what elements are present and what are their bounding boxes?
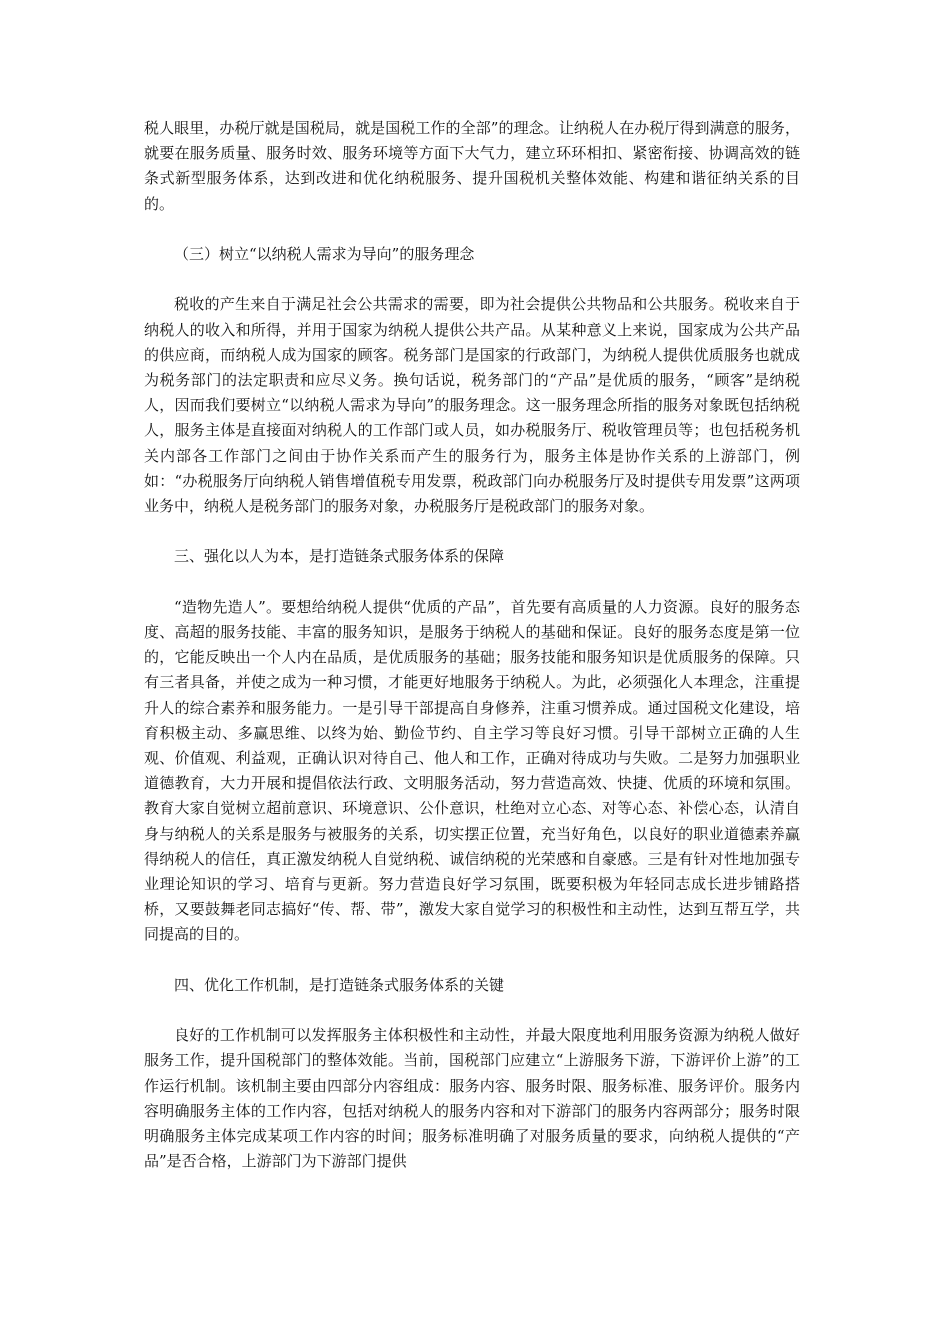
- spacer: [144, 948, 800, 973]
- spacer: [144, 519, 800, 544]
- paragraph-continued: 税人眼里，办税厅就是国税局，就是国税工作的全部”的理念。让纳税人在办税厅得到满意的服务，就要在服务质量、服务时效、服务环境等方面下大气力，建立环环相扣、紧密衔接、协调高效的链条式新型服务体系，达到改进和优化纳税服务、提升国税机关整体效能、构建和谐征纳关系的目的。: [144, 119, 800, 213]
- paragraph-human-resources: “造物先造人”。要想给纳税人提供“优质的产品”，首先要有高质量的人力资源。良好的服务态度、高超的服务技能、丰富的服务知识，是服务于纳税人的基础和保证。良好的服务态度是第一位的，它能反映出一个人内在品质，是优质服务的基础；服务技能和服务知识是优质服务的保障。只有三者具备，并使之成为一种习惯，才能更好地服务于纳税人。为此，必须强化人本理念，注重提升人的综合素养和服务能力。一是引导干部提高自身修养，注重习惯养成。通过国税文化建设，培育积极主动、多赢思维、以终为始、勤俭节约、自主学习等良好习惯。引导干部树立正确的人生观、价值观、利益观，正确认识对待自己、他人和工作，正确对待成功与失败。二是努力加强职业道德教育，大力开展和提倡依法行政、文明服务活动，努力营造高效、快捷、优质的环境和氛围。教育大家自觉树立超前意识、环境意识、公仆意识，杜绝对立心态、对等心态、补偿心态，认清自身与纳税人的关系是服务与被服务的关系，切实摆正位置，充当好角色，以良好的职业道德素养赢得纳税人的信任，真正激发纳税人自觉纳税、诚信纳税的光荣感和自豪感。三是有针对性地加强专业理论知识的学习、培育与更新。努力营造良好学习氛围，既要积极为年轻同志成长进步铺路搭桥，又要鼓舞老同志搞好“传、帮、带”，激发大家自觉学习的积极性和主动性，达到互帮互学，共同提高的目的。: [144, 597, 800, 944]
- spacer: [144, 570, 800, 595]
- paragraph-work-mechanism: 良好的工作机制可以发挥服务主体积极性和主动性，并最大限度地利用服务资源为纳税人做好服务工作，提升国税部门的整体效能。当前，国税部门应建立“上游服务下游，下游评价上游”的工作运行机制。该机制主要由四部分内容组成：服务内容、服务时限、服务标准、服务评价。服务内容明确服务主体的工作内容，包括对纳税人的服务内容和对下游部门的服务内容两部分；服务时限明确服务主体完成某项工作内容的时间；服务标准明确了对服务质量的要求，向纳税人提供的“产品”是否合格，上游部门为下游部门提供: [144, 1026, 800, 1171]
- paragraph-tax-service-concept: 税收的产生来自于满足社会公共需求的需要，即为社会提供公共物品和公共服务。税收来自于纳税人的收入和所得，并用于国家为纳税人提供公共产品。从某种意义上来说，国家成为公共产品的供应商，而纳税人成为国家的顾客。税务部门是国家的行政部门，为纳税人提供优质服务也就成为税务部门的法定职责和应尽义务。换句话说，税务部门的“产品”是优质的服务，“顾客”是纳税人，因而我们要树立“以纳税人需求为导向”的服务理念。这一服务理念所指的服务对象既包括纳税人，服务主体是直接面对纳税人的工作部门或人员，如办税服务厅、税收管理员等；也包括税务机关内部各工作部门之间由于协作关系而产生的服务行为，服务主体是协作关系的上游部门，例如：“办税服务厅向纳税人销售增值税专用发票，税政部门向办税服务厅及时提供专用发票”这两项业务中，纳税人是税务部门的服务对象，办税服务厅是税政部门的服务对象。: [144, 295, 800, 516]
- document-page: [144, 116, 800, 1174]
- section-heading-3: （三）树立“以纳税人需求为导向”的服务理念: [174, 245, 475, 263]
- section-heading-people-oriented: 三、强化以人为本，是打造链条式服务体系的保障: [174, 547, 505, 566]
- spacer: [144, 267, 800, 292]
- section-heading-work-mechanism: 四、优化工作机制，是打造链条式服务体系的关键: [174, 975, 505, 994]
- spacer: [144, 998, 800, 1023]
- spacer: [144, 217, 800, 242]
